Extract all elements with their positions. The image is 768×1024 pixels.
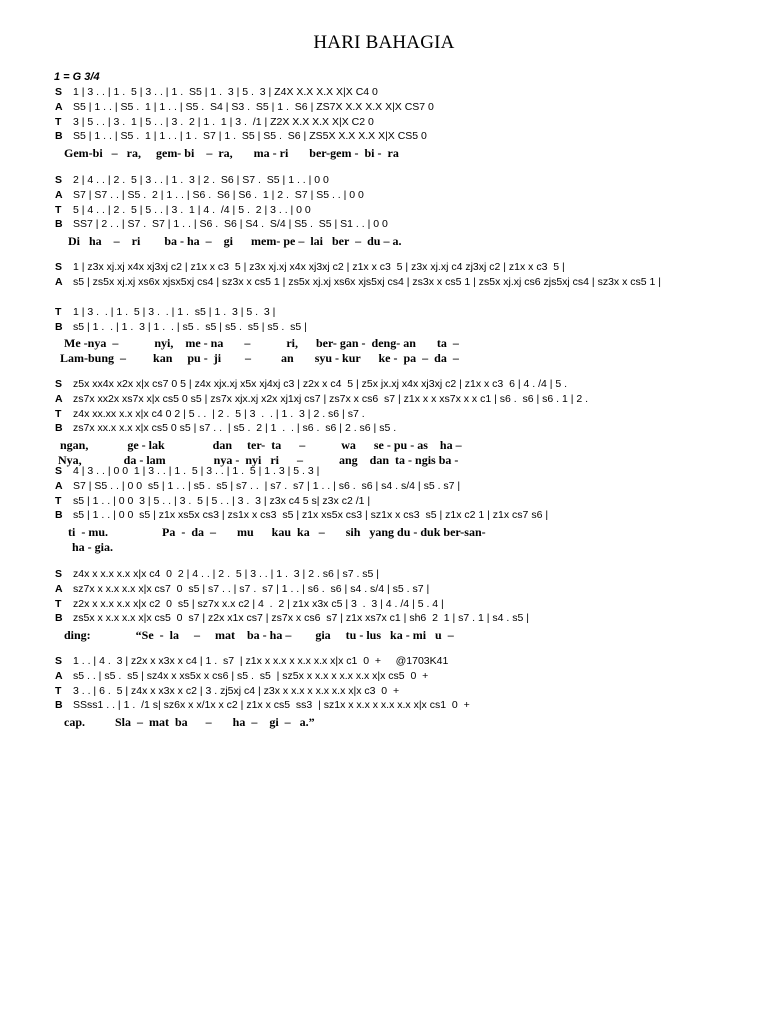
voice-label: S xyxy=(55,86,63,98)
notation-text: SSss1 . . | 1 . /1 s| sz6x x x/1x x c2 | z1x x cs5 ss3 | sz1x x x.x x x.x x.x x|x cs1 0 + xyxy=(73,699,470,712)
voice-label: S xyxy=(55,465,63,477)
lyric-line: ngan, ge - lak dan ter- ta – wa se - pu - as ha – xyxy=(60,438,462,453)
notation-text: 2 | 4 . . | 2 . 5 | 3 . . | 1 . 3 | 2 . S6 | S7 . S5 | 1 . . | 0 0 xyxy=(73,174,329,186)
notation-text: z4x xx.xx x.x x|x c4 0 2 | 5 . . | 2 . 5 | 3 . . | 1 . 3 | 2 . s6 | s7 . xyxy=(73,407,365,420)
voice-label: A xyxy=(55,100,63,113)
notation-text: s5 | zs5x xj.xj xs6x xjsx5xj cs4 | sz3x x cs5 1 | zs5x xj.xj xs6x xjs5xj cs4 | zs3x x cs5 1 | zs5x xj.xj cs6 zjs5xj cs4 | sz3x x cs5 1 | xyxy=(73,275,661,288)
lyric-line: ha - gia. xyxy=(72,540,114,555)
voice-label: T xyxy=(55,597,62,610)
song-title: HARI BAHAGIA xyxy=(313,32,455,53)
voice-label: B xyxy=(55,699,63,712)
lyric-line: cap. Sla – mat ba – ha – gi – a.” xyxy=(64,715,315,730)
notation-text: z4x x x.x x.x x|x c4 0 2 | 4 . . | 2 . 5 | 3 . . | 1 . 3 | 2 . s6 | s7 . s5 | xyxy=(73,568,380,580)
notation-text: S5 | 1 . . | S5 . 1 | 1 . . | 1 . S7 | 1 . S5 | S5 . S6 | ZS5X X.X X.X X|X CS5 0 xyxy=(73,130,427,143)
voice-label: S xyxy=(55,378,63,390)
notation-text: z2x x x.x x.x x|x c2 0 s5 | sz7x x.x c2 | 4 . 2 | z1x x3x c5 | 3 . 3 | 4 . /4 | 5 . 4 | xyxy=(73,597,444,610)
notation-text: 5 | 4 . . | 2 . 5 | 5 . . | 3 . 1 | 4 . /4 | 5 . 2 | 3 . . | 0 0 xyxy=(73,203,311,216)
notation-text: S5 | 1 . . | S5 . 1 | 1 . . | S5 . S4 | S3 . S5 | 1 . S6 | ZS7X X.X X.X X|X CS7 0 xyxy=(73,100,434,113)
notation-text: SS7 | 2 . . | S7 . S7 | 1 . . | S6 . S6 | S4 . S/4 | S5 . S5 | S1 . . | 0 0 xyxy=(73,218,388,231)
lyric-line: ti - mu. Pa - da – mu kau ka – sih yang du - duk ber-san- xyxy=(68,525,486,540)
voice-label: A xyxy=(55,479,63,492)
voice-label: B xyxy=(55,218,63,231)
notation-text: zs5x x x.x x.x x|x cs5 0 s7 | z2x x1x cs7 | zs7x x cs6 s7 | z1x xs7x c1 | sh6 2 1 | s7 . 1 | s4 . s5 | xyxy=(73,612,529,625)
voice-label: B xyxy=(55,612,63,625)
notation-text: s5 | 1 . . | 0 0 3 | 5 . . | 3 . 5 | 5 . . | 3 . 3 | z3x c4 5 s| z3x c2 /1 | xyxy=(73,494,371,507)
notation-text: z5x xx4x x2x x|x cs7 0 5 | z4x xjx.xj x5x xj4xj c3 | z2x x c4 5 | z5x jx.xj x4x xj3xj c2 | z1x x c3 6 | 4 . /4 | 5 . xyxy=(73,378,568,390)
notation-text: sz7x x x.x x.x x|x cs7 0 s5 | s7 . . | s7 . s7 | 1 . . | s6 . s6 | s4 . s/4 | s5 . s7 | xyxy=(73,582,430,595)
notation-text: s5 | 1 . . | 0 0 s5 | z1x xs5x cs3 | zs1x x cs3 s5 | z1x xs5x cs3 | sz1x x cs3 s5 | z1x c2 1 | z1x cs7 s6 | xyxy=(73,509,549,522)
notation-text: 4 | 3 . . | 0 0 1 | 3 . . | 1 . 5 | 3 . . | 1 . 5 | 1 . 3 | 5 . 3 | xyxy=(73,465,320,477)
notation-text: zs7x xx2x xs7x x|x cs5 0 s5 | zs7x xjx.xj x2x xj1xj cs7 | zs7x x cs6 s7 | z1x x x xs7x x x c1 | s6 . s6 | s6 . 1 | 2 . xyxy=(73,392,589,405)
voice-label: T xyxy=(55,305,62,318)
voice-label: T xyxy=(55,684,62,697)
voice-label: S xyxy=(55,655,63,667)
voice-label: T xyxy=(55,203,62,216)
key-signature: 1 = G 3/4 xyxy=(54,71,100,83)
lyric-line: Lam-bung – kan pu - ji – an syu - kur ke - pa – da – xyxy=(60,351,459,366)
notation-text: s5 . . | s5 . s5 | sz4x x xs5x x cs6 | s5 . s5 | sz5x x x.x x x.x x.x x|x cs5 0 + xyxy=(73,669,429,682)
voice-label: T xyxy=(55,494,62,507)
lyric-line: Gem-bi – ra, gem- bi – ra, ma - ri ber-gem - bi - ra xyxy=(64,146,399,161)
notation-text: 1 . . | 4 . 3 | z2x x x3x x c4 | 1 . s7 | z1x x x.x x x.x x.x x|x c1 0 + @1703K41 xyxy=(73,655,449,667)
voice-label: T xyxy=(55,407,62,420)
voice-label: A xyxy=(55,582,63,595)
notation-text: 1 | 3 . . | 1 . 5 | 3 . . | 1 . s5 | 1 . 3 | 5 . 3 | xyxy=(73,305,276,318)
lyric-line: Di ha – ri ba - ha – gi mem- pe – lai ber – du – a. xyxy=(68,234,402,249)
voice-label: S xyxy=(55,174,63,186)
notation-text: s5 | 1 . . | 1 . 3 | 1 . . | s5 . s5 | s5 . s5 | s5 . s5 | xyxy=(73,320,307,333)
voice-label: B xyxy=(55,509,63,522)
voice-label: S xyxy=(55,568,63,580)
notation-text: S7 | S7 . . | S5 . 2 | 1 . . | S6 . S6 | S6 . 1 | 2 . S7 | S5 . . | 0 0 xyxy=(73,188,364,201)
voice-label: T xyxy=(55,115,62,128)
voice-label: B xyxy=(55,320,63,333)
voice-label: A xyxy=(55,392,63,405)
notation-text: 3 . . | 6 . 5 | z4x x x3x x c2 | 3 . zj5xj c4 | z3x x x.x x x.x x.x x|x c3 0 + xyxy=(73,684,400,697)
lyric-line: Nya, da - lam nya - nyi ri – ang dan ta - ngis ba - xyxy=(58,453,459,468)
notation-text: 1 | 3 . . | 1 . 5 | 3 . . | 1 . S5 | 1 . 3 | 5 . 3 | Z4X X.X X.X X|X C4 0 xyxy=(73,86,378,98)
voice-label: A xyxy=(55,188,63,201)
lyric-line: Me -nya – nyi, me - na – ri, ber- gan - deng- an ta – xyxy=(64,336,459,351)
voice-label: A xyxy=(55,669,63,682)
voice-label: S xyxy=(55,261,63,273)
notation-text: S7 | S5 . . | 0 0 s5 | 1 . . | s5 . s5 | s7 . . | s7 . s7 | 1 . . | s6 . s6 | s4 . s/4 | s5 . s7 | xyxy=(73,479,461,492)
lyric-line: ding: “Se - la – mat ba - ha – gia tu - lus ka - mi u – xyxy=(64,628,454,643)
notation-text: 1 | z3x xj.xj x4x xj3xj c2 | z1x x c3 5 | z3x xj.xj x4x xj3xj c2 | z1x x c3 5 | z3x xj.xj c4 zj3xj c2 | z1x x c3 5 | xyxy=(73,261,565,273)
voice-label: B xyxy=(55,422,63,435)
notation-text: zs7x xx.x x.x x|x cs5 0 s5 | s7 . . | s5 . 2 | 1 . . | s6 . s6 | 2 . s6 | s5 . xyxy=(73,422,397,435)
voice-label: A xyxy=(55,275,63,288)
notation-text: 3 | 5 . . | 3 . 1 | 5 . . | 3 . 2 | 1 . 1 | 3 . /1 | Z2X X.X X.X X|X C2 0 xyxy=(73,115,374,128)
voice-label: B xyxy=(55,130,63,143)
